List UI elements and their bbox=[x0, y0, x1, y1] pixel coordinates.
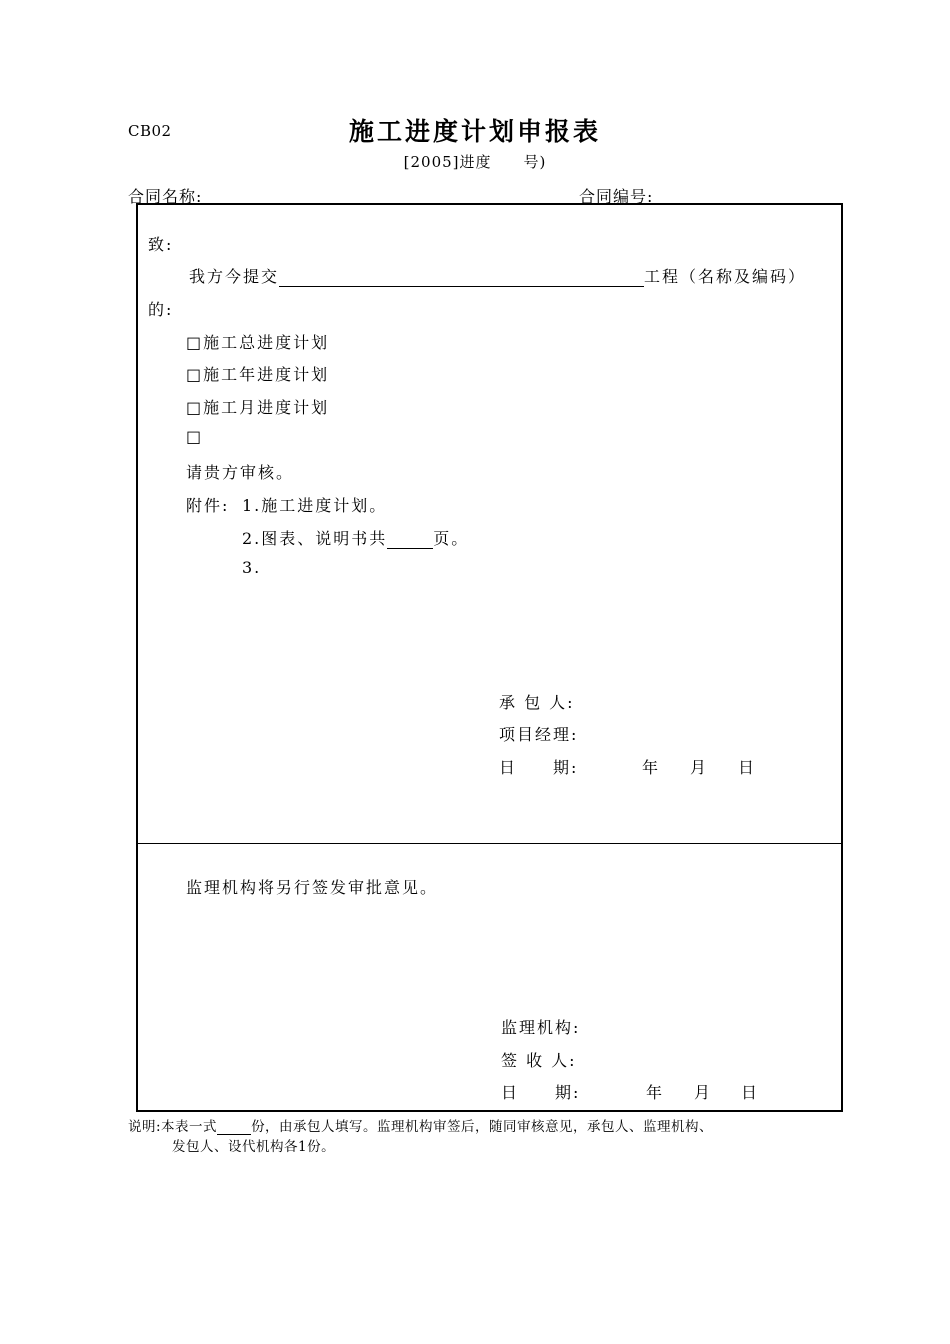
footnote-suffix: 份，由承包人填写。监理机构审签后，随同审核意见，承包人、监理机构、 bbox=[251, 1119, 714, 1135]
submit-line bbox=[189, 264, 806, 287]
attachment-3: 3. bbox=[242, 558, 262, 577]
submit-prefix: 我方今提交 bbox=[189, 267, 280, 286]
page-count-blank[interactable] bbox=[387, 530, 433, 549]
attachment-label: 附件: bbox=[186, 496, 230, 515]
to-label: 致: bbox=[148, 235, 174, 254]
copies-blank[interactable] bbox=[217, 1119, 251, 1135]
contractor-label: 承 包 人: bbox=[499, 693, 575, 712]
attachment-2-prefix: 2.图表、说明书共 bbox=[242, 529, 388, 548]
supervisor-opinion: 监理机构将另行签发审批意见。 bbox=[186, 878, 439, 897]
contract-number-label: 合同编号: bbox=[579, 187, 654, 206]
year-label: 年 bbox=[646, 1083, 665, 1102]
month-label: 月 bbox=[694, 1083, 713, 1102]
attachment-1: 1.施工进度计划。 bbox=[242, 496, 388, 515]
month-label: 月 bbox=[690, 758, 709, 777]
attachment-2-suffix: 页。 bbox=[433, 529, 470, 548]
footnote-prefix: 说明:本表一式 bbox=[128, 1119, 218, 1135]
day-label: 日 bbox=[741, 1083, 760, 1102]
date-label: 日 期: bbox=[499, 758, 579, 777]
form-code: CB02 bbox=[128, 122, 172, 140]
receiver-label: 签 收 人: bbox=[501, 1051, 577, 1070]
document-number: [2005]进度 号) bbox=[403, 153, 547, 171]
date-label: 日 期: bbox=[501, 1083, 581, 1102]
option-monthly-schedule[interactable]: □施工月进度计划 bbox=[186, 398, 330, 417]
attachment-2 bbox=[242, 526, 469, 549]
day-label: 日 bbox=[738, 758, 757, 777]
supervisor-section bbox=[136, 843, 843, 1112]
project-manager-label: 项目经理: bbox=[499, 725, 579, 744]
page-title: 施工进度计划申报表 bbox=[348, 117, 601, 146]
option-annual-schedule[interactable]: □施工年进度计划 bbox=[186, 365, 330, 384]
submission-section bbox=[136, 203, 843, 844]
supervisor-label: 监理机构: bbox=[501, 1018, 581, 1037]
of-label: 的: bbox=[148, 300, 174, 319]
footnote-line-1 bbox=[128, 1115, 713, 1135]
submit-suffix: 工程（名称及编码） bbox=[644, 267, 807, 286]
option-master-schedule[interactable]: □施工总进度计划 bbox=[186, 333, 330, 352]
option-other[interactable]: □ bbox=[186, 427, 204, 446]
year-label: 年 bbox=[642, 758, 661, 777]
review-request: 请贵方审核。 bbox=[186, 463, 295, 482]
contract-name-label: 合同名称: bbox=[128, 187, 203, 206]
project-name-blank[interactable] bbox=[279, 268, 644, 287]
footnote-line-2: 发包人、设代机构各1份。 bbox=[172, 1139, 336, 1155]
